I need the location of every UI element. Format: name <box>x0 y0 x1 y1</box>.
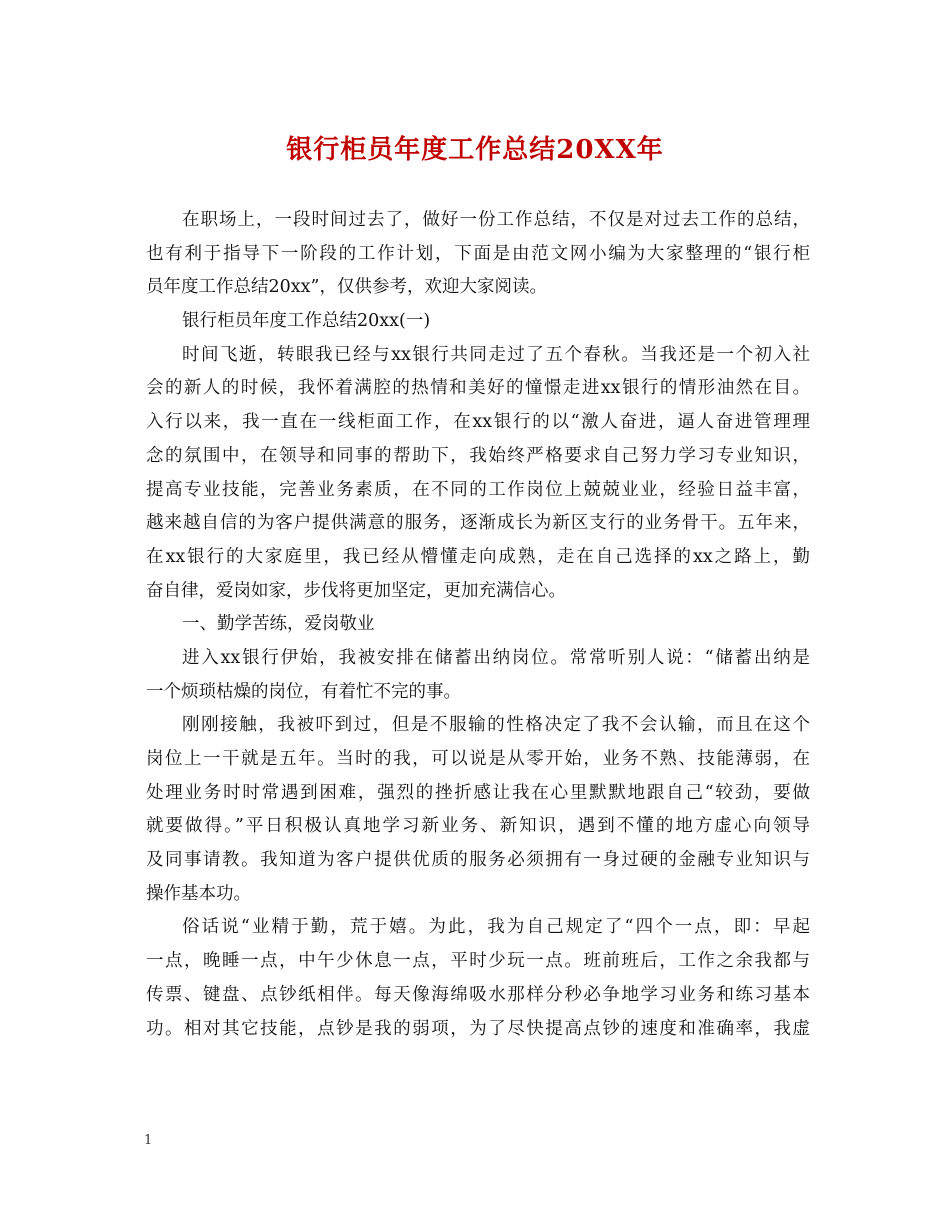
paragraph-line: 越来越自信的为客户提供满意的服务，逐渐成长为新区支行的业务骨干。五年来， <box>146 513 810 534</box>
paragraph-line: 及同事请教。我知道为客户提供优质的服务必须拥有一身过硬的金融专业知识与 <box>146 850 810 871</box>
paragraph-line: 提高专业技能，完善业务素质，在不同的工作岗位上兢兢业业，经验日益丰富， <box>146 479 810 500</box>
paragraph-line: 念的氛围中，在领导和同事的帮助下，我始终严格要求自己努力学习专业知识， <box>146 445 810 466</box>
section-heading: 一、勤学苦练，爱岗敬业 <box>182 614 375 635</box>
paragraph-line: 岗位上一干就是五年。当时的我，可以说是从零开始，业务不熟、技能薄弱，在 <box>146 749 810 769</box>
paragraph-line: 员年度工作总结20xx”，仅供参考，欢迎大家阅读。 <box>146 277 547 298</box>
paragraph-line: 操作基本功。 <box>146 883 251 904</box>
document-title: 银行柜员年度工作总结20XX年 <box>286 135 664 165</box>
paragraph-line: 时间飞逝，转眼我已经与xx银行共同走过了五个春秋。当我还是一个初入社 <box>182 344 810 365</box>
paragraph-line: 就要做得。”平日积极认真地学习新业务、新知识，遇到不懂的地方虚心向领导 <box>146 816 810 837</box>
paragraph-line: 功。相对其它技能，点钞是我的弱项，为了尽快提高点钞的速度和准确率，我虚 <box>146 1018 810 1039</box>
paragraph-line: 传票、键盘、点钞纸相伴。每天像海绵吸水那样分秒必争地学习业务和练习基本 <box>146 984 810 1005</box>
paragraph-line: 入行以来，我一直在一线柜面工作，在xx银行的以“激人奋进，逼人奋进管理理 <box>146 412 810 433</box>
section-heading: 银行柜员年度工作总结20xx(一) <box>182 311 431 332</box>
paragraph-line: 奋自律，爱岗如家，步伐将更加坚定，更加充满信心。 <box>146 580 566 601</box>
paragraph-line: 处理业务时时常遇到困难，强烈的挫折感让我在心里默默地跟自己“较劲，要做 <box>146 782 810 803</box>
paragraph-line: 刚刚接触，我被吓到过，但是不服输的性格决定了我不会认输，而且在这个 <box>182 715 810 736</box>
paragraph-line: 在xx银行的大家庭里，我已经从懵懂走向成熟，走在自己选择的xx之路上，勤 <box>146 546 810 567</box>
paragraph-line: 一个烦琐枯燥的岗位，有着忙不完的事。 <box>146 681 461 702</box>
paragraph-line: 俗话说“业精于勤，荒于嬉。为此，我为自己规定了“四个一点，即：早起 <box>182 917 810 938</box>
paragraph-line: 进入xx银行伊始，我被安排在储蓄出纳岗位。常常听别人说：“储蓄出纳是 <box>182 647 810 668</box>
document-body <box>146 204 810 1046</box>
paragraph-line: 也有利于指导下一阶段的工作计划，下面是由范文网小编为大家整理的“银行柜 <box>146 243 810 264</box>
paragraph-line: 会的新人的时候，我怀着满腔的热情和美好的憧憬走进xx银行的情形油然在目。 <box>146 378 810 399</box>
page-number: 1 <box>144 1133 153 1148</box>
paragraph-line: 一点，晚睡一点，中午少休息一点，平时少玩一点。班前班后，工作之余我都与 <box>146 951 810 972</box>
paragraph-line: 在职场上，一段时间过去了，做好一份工作总结，不仅是对过去工作的总结， <box>182 210 810 230</box>
